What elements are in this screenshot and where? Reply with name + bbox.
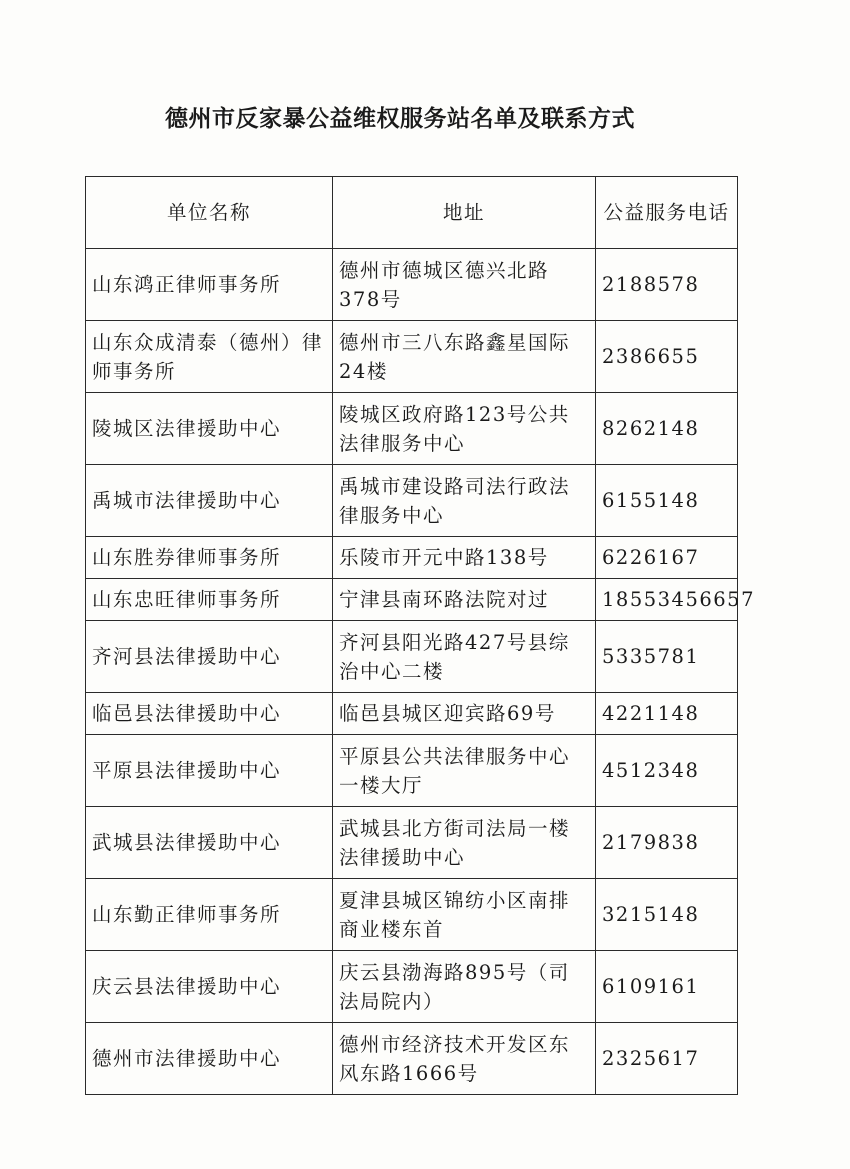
table-row (86, 735, 738, 807)
phone: 4221148 (596, 693, 738, 735)
header-address: 地址 (333, 177, 596, 249)
header-unit-name: 单位名称 (86, 177, 333, 249)
address: 庆云县渤海路895号（司法局院内） (333, 951, 596, 1023)
table-row (86, 807, 738, 879)
table-row (86, 879, 738, 951)
address: 夏津县城区锦纺小区南排商业楼东首 (333, 879, 596, 951)
phone: 2179838 (596, 807, 738, 879)
unit-name: 齐河县法律援助中心 (86, 621, 333, 693)
phone: 3215148 (596, 879, 738, 951)
table-header-row (86, 177, 738, 249)
unit-name: 山东众成清泰（德州）律师事务所 (86, 321, 333, 393)
header-phone: 公益服务电话 (596, 177, 738, 249)
unit-name: 山东胜券律师事务所 (86, 537, 333, 579)
address: 德州市三八东路鑫星国际24楼 (333, 321, 596, 393)
table-row (86, 321, 738, 393)
unit-name: 山东忠旺律师事务所 (86, 579, 333, 621)
phone: 4512348 (596, 735, 738, 807)
address: 德州市经济技术开发区东风东路1666号 (333, 1023, 596, 1095)
unit-name: 禹城市法律援助中心 (86, 465, 333, 537)
address: 平原县公共法律服务中心一楼大厅 (333, 735, 596, 807)
unit-name: 临邑县法律援助中心 (86, 693, 333, 735)
phone: 8262148 (596, 393, 738, 465)
table-row (86, 249, 738, 321)
address: 武城县北方街司法局一楼法律援助中心 (333, 807, 596, 879)
phone: 6226167 (596, 537, 738, 579)
table-row (86, 621, 738, 693)
address: 齐河县阳光路427号县综治中心二楼 (333, 621, 596, 693)
unit-name: 平原县法律援助中心 (86, 735, 333, 807)
unit-name: 武城县法律援助中心 (86, 807, 333, 879)
phone: 6109161 (596, 951, 738, 1023)
table-row (86, 1023, 738, 1095)
phone: 18553456657 (596, 579, 738, 621)
address: 陵城区政府路123号公共法律服务中心 (333, 393, 596, 465)
phone: 2188578 (596, 249, 738, 321)
address: 乐陵市开元中路138号 (333, 537, 596, 579)
table-row (86, 537, 738, 579)
unit-name: 陵城区法律援助中心 (86, 393, 333, 465)
phone: 5335781 (596, 621, 738, 693)
page-title: 德州市反家暴公益维权服务站名单及联系方式 (165, 106, 635, 132)
unit-name: 德州市法律援助中心 (86, 1023, 333, 1095)
service-station-table (85, 176, 755, 1095)
table-row (86, 393, 738, 465)
unit-name: 庆云县法律援助中心 (86, 951, 333, 1023)
phone: 6155148 (596, 465, 738, 537)
table-row (86, 579, 738, 621)
address: 临邑县城区迎宾路69号 (333, 693, 596, 735)
address: 宁津县南环路法院对过 (333, 579, 596, 621)
table-row (86, 465, 738, 537)
unit-name: 山东勤正律师事务所 (86, 879, 333, 951)
address: 德州市德城区德兴北路378号 (333, 249, 596, 321)
address: 禹城市建设路司法行政法律服务中心 (333, 465, 596, 537)
phone: 2325617 (596, 1023, 738, 1095)
table-row (86, 693, 738, 735)
phone: 2386655 (596, 321, 738, 393)
table-row (86, 951, 738, 1023)
unit-name: 山东鸿正律师事务所 (86, 249, 333, 321)
